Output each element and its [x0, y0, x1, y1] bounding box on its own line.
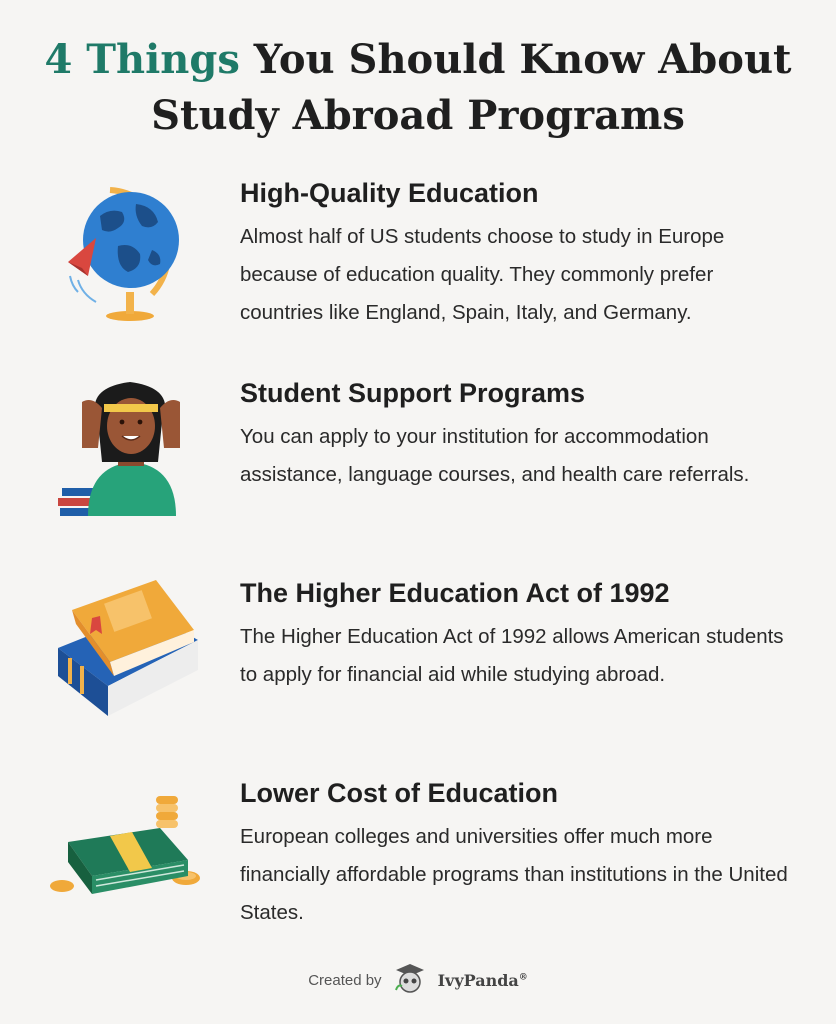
item-heading: Student Support Programs	[240, 378, 586, 408]
books-icon	[48, 576, 208, 726]
title-line2: Study Abroad Programs	[151, 92, 685, 139]
globe-icon	[48, 176, 208, 326]
item-heading: Lower Cost of Education	[240, 778, 559, 808]
item-heading: High-Quality Education	[240, 178, 539, 208]
ivypanda-logo-icon	[392, 962, 428, 999]
title-rest: You Should Know About	[239, 36, 792, 83]
brand-name	[438, 971, 528, 990]
item-body: The Higher Education Act of 1992 allows American students to apply for financial aid while studying abroad.	[240, 625, 784, 686]
title-accent: 4 Things	[44, 36, 240, 83]
page-title	[0, 32, 836, 144]
footer	[0, 958, 836, 1002]
item-body: Almost half of US students choose to study in Europe because of education quality. They commonly prefer countries like England, Spain, Italy, and Germany.	[240, 225, 725, 324]
created-by-label: Created by	[308, 971, 382, 989]
student-icon	[48, 376, 208, 526]
money-icon	[48, 776, 208, 926]
item-body: European colleges and universities offer much more financially affordable programs than institutions in the United States.	[240, 825, 788, 924]
brand-text: IvyPanda	[437, 970, 519, 990]
item-body: You can apply to your institution for accommodation assistance, language courses, and health care referrals.	[240, 425, 750, 486]
item-heading: The Higher Education Act of 1992	[240, 578, 670, 608]
registered-mark: ®	[518, 972, 528, 983]
